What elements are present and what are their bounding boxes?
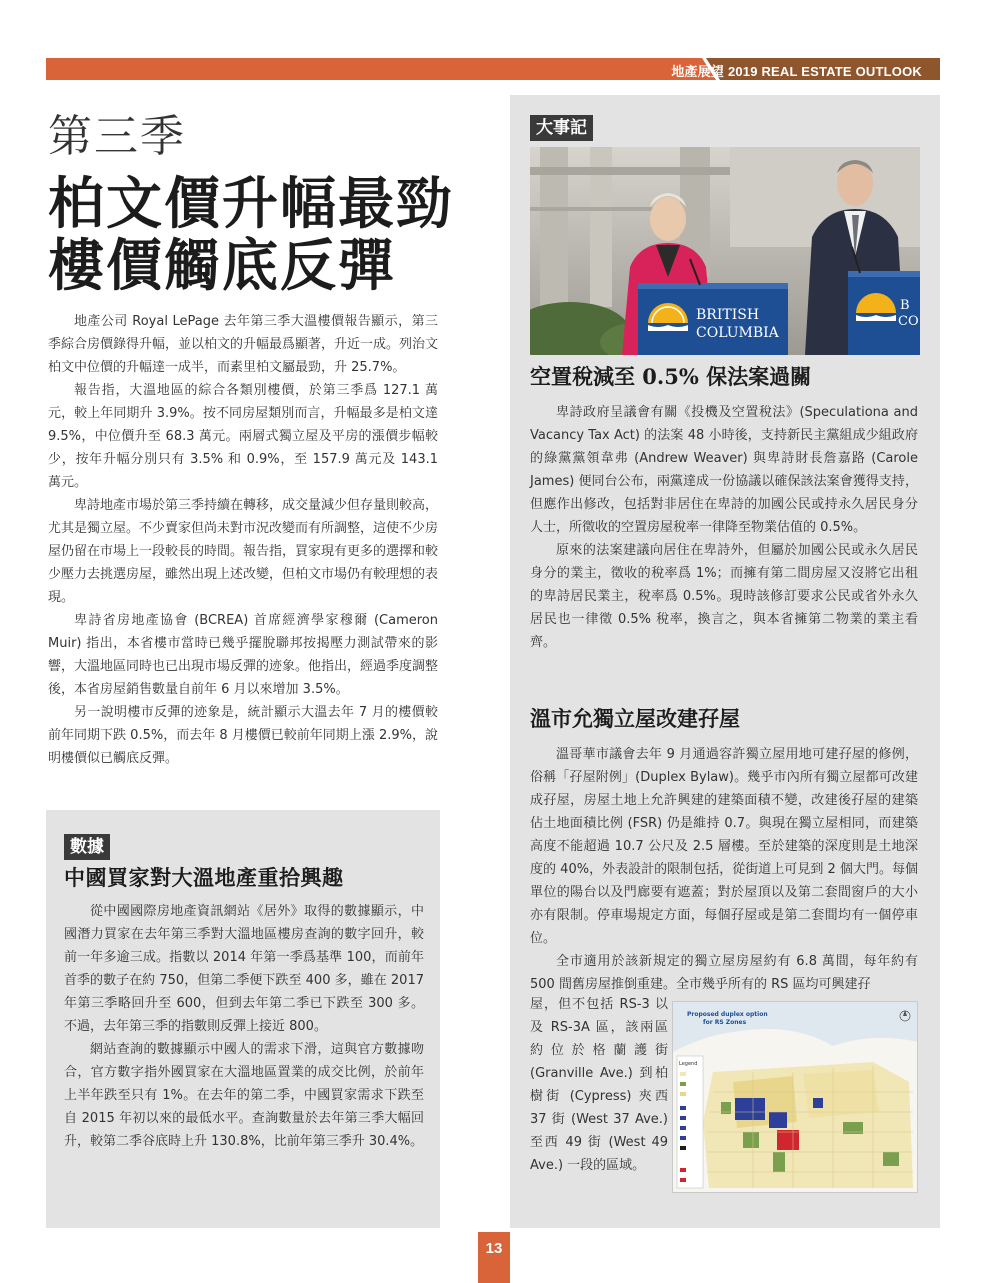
article-paragraph: 卑詩地產市場於第三季持續在轉移，成交量減少但存量則較高，尤其是獨立屋。不少賣家但尚未對市況改變而有所調整，這使不少房屋仍留在市場上一段較長的時間。報告指，買家現有更多的選擇和較少壓力去挑選房屋，雖然出現上述改變，但柏文市場仍有較理想的表現。 — [48, 498, 439, 605]
magazine-brand: 地產展望 2019 REAL ESTATE OUTLOOK — [671, 64, 922, 79]
data-sidebar — [46, 810, 440, 1228]
story1-paragraph: 卑詩政府呈議會有關《投機及空置稅法》(Speculationa and Vacancy Tax Act) 的法案 48 小時後，支持新民主黨組成少組政府的綠黨黨領韋弗 (Andrew Weaver) 與卑詩財長詹嘉路 (Carole James) 便同台公布，兩黨達成一份協議以確保該法案會獲得支持，但應作出修改，包括對非居住在卑詩的加國公民或持永久居民身分人士，所徵收的空置房屋稅率一律降至物業估值的 0.5%。 — [530, 405, 918, 535]
story2-headline: 溫市允獨立屋改建孖屋 — [530, 706, 740, 731]
story1-body — [530, 401, 918, 654]
header-bar — [46, 58, 940, 80]
article-paragraph: 卑詩省房地產協會 (BCREA) 首席經濟學家穆爾 (Cameron Muir) 指出，本省樓市當時已幾乎擺脫聯邦按揭壓力測試帶來的影響，大溫地區同時也已出現市場反彈的迹象。他指出，經過季度調整後，本省房屋銷售數量自前年 6 月以來增加 3.5%。 — [48, 613, 439, 697]
story1-paragraph: 原來的法案建議向居住在卑詩外，但屬於加國公民或永久居民身分的業主，徵收的稅率爲 1%；而擁有第二間房屋又沒將它出租的卑詩居民業主，稅率爲 0.5%。現時該修訂要求公民或省外永久居民也一律徵 0.5% 稅率，換言之，與本省擁第二物業的業主看齊。 — [530, 543, 918, 650]
podium-left-line1: BRITISH — [696, 307, 760, 323]
data-body — [64, 900, 424, 1153]
podium-right-line1: B — [900, 298, 910, 313]
data-tag: 數據 — [64, 834, 110, 860]
data-paragraph: 網站查詢的數據顯示中國人的需求下滑，這與官方數據吻合，官方數字指外國買家在大溫地區置業的成交比例，於前年上半年跌至只有 1%。在去年的第二季，中國買家需求下跌至自 2015 年初以來的最低水平。查詢數量於去年第三季大幅回升，較第二季谷底時上升 130.8%，比前年第三季升 30.4%。 — [64, 1042, 424, 1149]
map-title-line2: for RS Zones — [703, 1019, 747, 1026]
article-paragraph: 報告指，大溫地區的綜合各類別樓價，於第三季爲 127.1 萬元，較上年同期升 3.9%。按不同房屋類別而言，升幅最多是柏文達 9.5%，中位價升至 68.3 萬元。兩層式獨立屋及平房的漲價步幅較少，按年升幅分別只有 3.5% 和 0.9%，至 157.9 萬元及 143.1 萬元。 — [48, 383, 438, 490]
rs-zones-map — [672, 1001, 918, 1193]
article-title-line2: 樓價觸底反彈 — [48, 234, 396, 299]
podium-right-line2: CO — [898, 314, 919, 329]
story2-continuation-text: 屋，但不包括 RS-3 以及 RS-3A 區，該兩區約位於格蘭護街 (Granville Ave.) 到柏樹街 (Cypress) 夾西 37 街 (West 37 Ave.) 至西 49 街 (West 49 Ave.) 一段的區域。 — [530, 997, 668, 1173]
data-headline: 中國買家對大溫地產重拾興趣 — [64, 865, 344, 890]
story2-paragraph: 全市適用於該新規定的獨立屋房屋約有 6.8 萬間，每年約有 500 間舊房屋推倒重建。全市幾乎所有的 RS 區均可興建孖 — [530, 954, 918, 992]
story2-body — [530, 743, 918, 996]
article-paragraph: 地產公司 Royal LePage 去年第三季大溫樓價報告顯示，第三季綜合房價錄得升幅，並以柏文的升幅最爲顯著，升近一成。列治文柏文中位價的升幅達一成半，而素里柏文屬最勁，升 25.7%。 — [48, 314, 439, 375]
article-title-line1: 柏文價升幅最勁 — [48, 172, 454, 237]
events-panel — [510, 95, 940, 1228]
data-paragraph: 從中國國際房地產資訊網站《居外》取得的數據顯示，中國潛力買家在去年第三季對大溫地區樓房查詢的數字回升，較前一年多逾三成。指數以 2014 年第一季爲基準 100，而前年首季的數子在約 750，但第二季便下跌至 400 多，雖在 2017 年第三季略回升至 600，但到去年第二季已下跌至 300 多。不過，去年第三季的指數則反彈上接近 800。 — [64, 904, 424, 1034]
podium-left-line2: COLUMBIA — [696, 325, 779, 341]
header-orange-band — [46, 58, 686, 80]
map-title-line1: Proposed duplex option — [687, 1011, 768, 1018]
map-legend-label: Legend — [679, 1061, 698, 1067]
article-paragraph: 另一說明樓市反彈的迹象是，統計顯示大溫去年 7 月的樓價較前年同期下跌 0.5%，而去年 8 月樓價已較前年同期上漲 2.9%，說明樓價似已觸底反彈。 — [48, 705, 438, 766]
story2-paragraph: 溫哥華市議會去年 9 月通過容許獨立屋用地可建孖屋的修例，俗稱「孖屋附例」(Duplex Bylaw)。幾乎市內所有獨立屋都可改建成孖屋，房屋土地上允許興建的建築面積不變，改建後孖屋的建築佔土地面積比例 (FSR) 仍是維持 0.7。與現在獨立屋相同，而建築高度不能超過 10.7 公尺及 2.5 層樓。至於建築的深度則是土地深度的 40%，外表設計的限制包括，從街道上可見到 2 個大門。每個單位的陽台以及門廊要有遮蓋；對於屋頂以及第二套間窗戶的大小亦有限制。停車場規定方面，每個孖屋或是第二套間均有一個停車位。 — [530, 747, 918, 946]
article-body — [48, 310, 438, 770]
story1-headline: 空置稅減至 0.5% 保法案過關 — [530, 364, 812, 389]
story2-continuation — [530, 993, 668, 1177]
article-kicker: 第三季 — [48, 112, 186, 161]
page-number: 13 — [478, 1232, 510, 1283]
events-tag: 大事記 — [530, 115, 593, 141]
press-conference-photo — [530, 147, 920, 355]
